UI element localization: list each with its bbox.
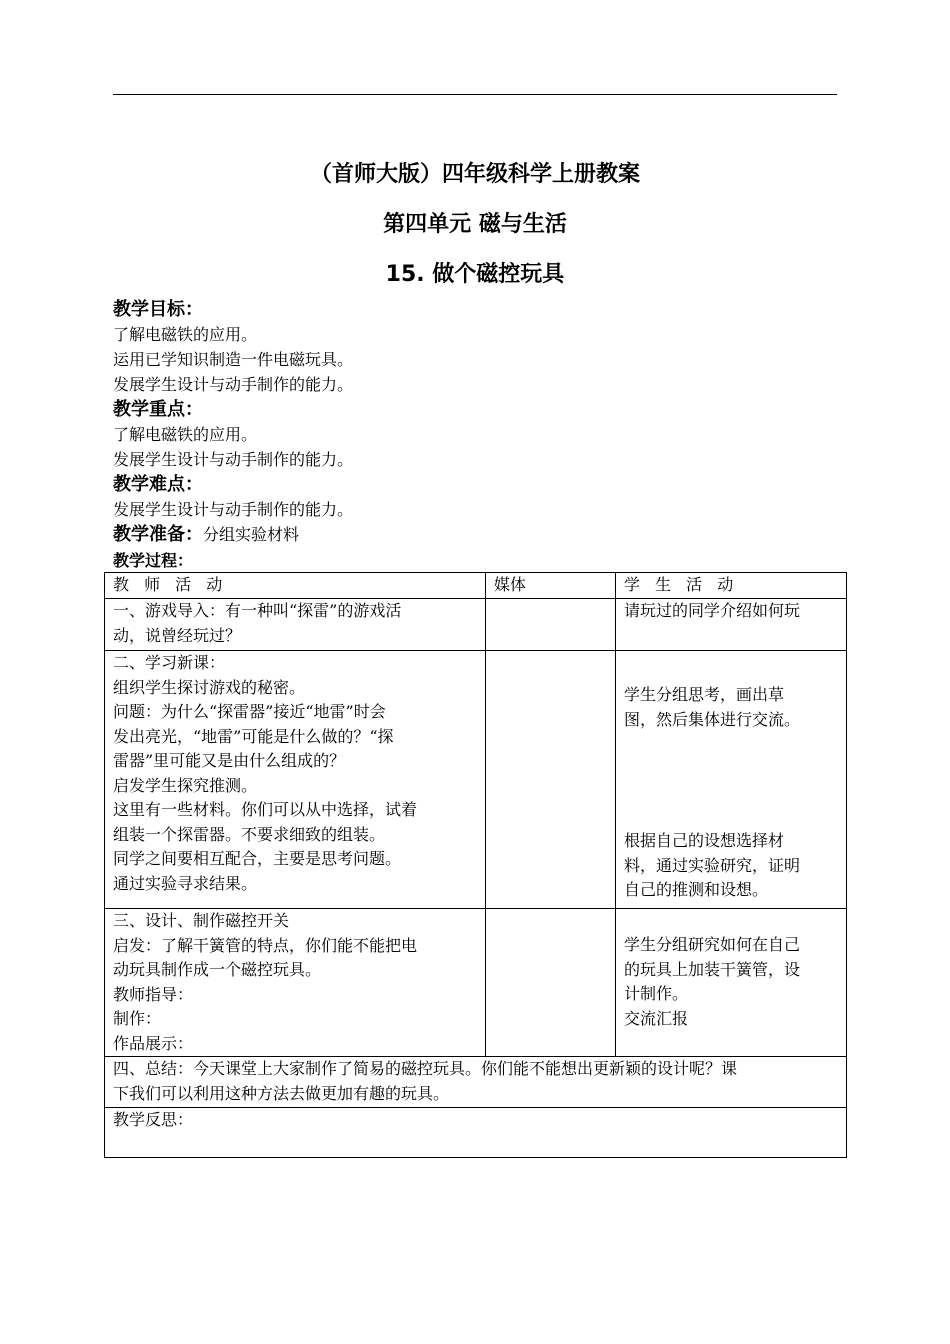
preparation-heading: 教学准备： — [113, 524, 203, 545]
col-student-header: 学 生 活 动 — [616, 573, 847, 599]
teacher-activity-cell: 三、设计、制作磁控开关 启发：了解干簧管的特点，你们能不能把电 动玩具制作成一个磁控玩具。 教师指导： 制作： 作品展示： — [105, 909, 486, 1057]
difficulties-heading: 教学难点： — [113, 474, 203, 495]
key-points-heading: 教学重点： — [113, 399, 203, 420]
objective-item: 发展学生设计与动手制作的能力。 — [113, 375, 354, 394]
key-point-item: 发展学生设计与动手制作的能力。 — [113, 450, 354, 469]
table-row — [105, 599, 847, 651]
col-teacher-header: 教 师 活 动 — [105, 573, 486, 599]
objective-item: 运用已学知识制造一件电磁玩具。 — [113, 350, 354, 369]
reflection-cell: 教学反思： — [105, 1108, 847, 1158]
objectives-section — [113, 298, 843, 397]
table-row — [105, 651, 847, 909]
preparation-section — [113, 523, 843, 547]
teacher-activity-cell: 一、游戏导入：有一种叫“探雷”的游戏活 动，说曾经玩过？ — [105, 599, 486, 651]
key-points-section — [113, 398, 843, 472]
summary-row — [105, 1057, 847, 1108]
col-media-header: 媒体 — [486, 573, 616, 599]
student-activity-cell: 学生分组思考，画出草 图，然后集体进行交流。 根据自己的设想选择材 料，通过实验研究，证明 自己的推测和设想。 — [616, 651, 847, 909]
objectives-heading: 教学目标： — [113, 299, 203, 320]
lesson-title: 15. 做个磁控玩具 — [385, 262, 565, 287]
header-rule — [113, 94, 837, 95]
process-table — [104, 572, 847, 1158]
media-cell — [486, 651, 616, 909]
table-row — [105, 909, 847, 1057]
media-cell — [486, 909, 616, 1057]
summary-cell: 四、总结：今天课堂上大家制作了简易的磁控玩具。你们能不能想出更新颖的设计呢？课 下我们可以利用这种方法去做更加有趣的玩具。 — [105, 1057, 847, 1108]
student-activity-cell: 学生分组研究如何在自己 的玩具上加装干簧管，设 计制作。 交流汇报 — [616, 909, 847, 1057]
teacher-activity-cell: 二、学习新课： 组织学生探讨游戏的秘密。 问题：为什么“探雷器”接近“地雷”时会 发出亮光，“地雷”可能是什么做的？“探 雷器”里可能又是由什么组成的？ 启发学生探究推测。 这里有一些材料。你们可以从中选择，试着 组装一个探雷器。不要求细致的组装。 同学之间要相互配合，主要是思考问题。 通过实验寻求结果。 — [105, 651, 486, 909]
media-cell — [486, 599, 616, 651]
difficulty-item: 发展学生设计与动手制作的能力。 — [113, 500, 354, 519]
difficulties-section — [113, 473, 843, 522]
table-header-row — [105, 573, 847, 599]
objective-item: 了解电磁铁的应用。 — [113, 325, 258, 344]
process-heading: 教学过程： — [113, 551, 194, 570]
preparation-value: 分组实验材料 — [203, 525, 300, 544]
reflection-row — [105, 1108, 847, 1158]
unit-title: 第四单元 磁与生活 — [383, 212, 567, 237]
document-title: （首师大版）四年级科学上册教案 — [309, 162, 640, 187]
key-point-item: 了解电磁铁的应用。 — [113, 425, 258, 444]
student-activity-cell: 请玩过的同学介绍如何玩 — [616, 599, 847, 651]
process-heading-wrap — [113, 551, 843, 571]
